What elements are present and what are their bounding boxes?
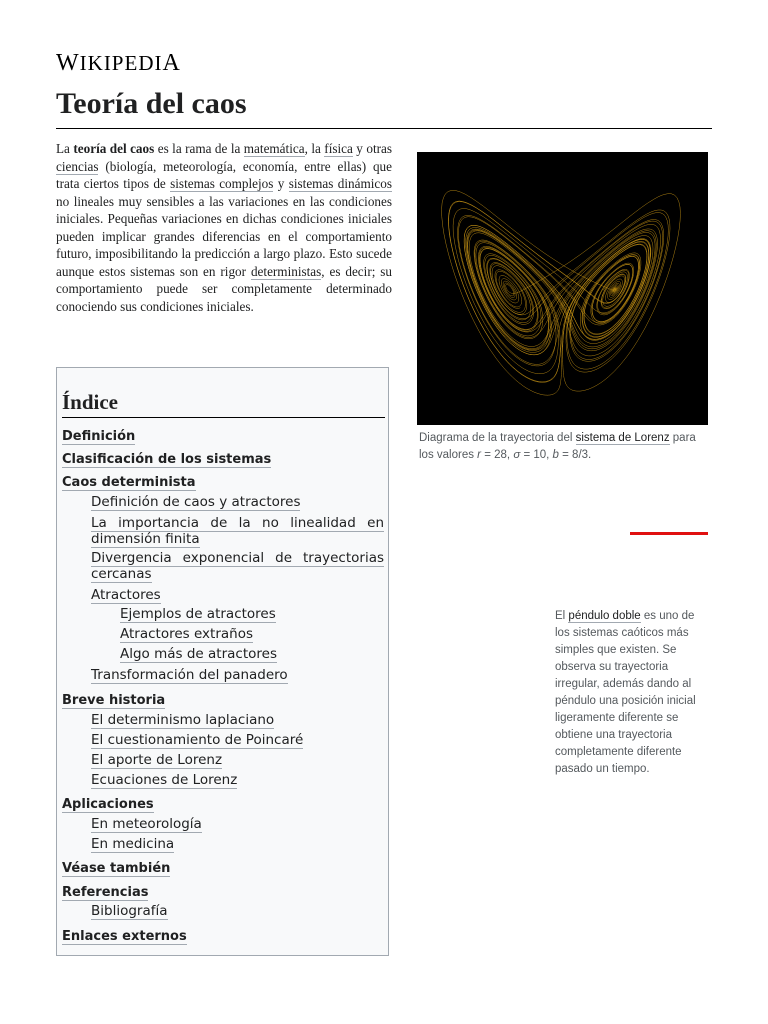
toc-item[interactable] [91, 667, 384, 683]
toc-item[interactable] [91, 494, 384, 510]
toc-link[interactable]: Breve historia [62, 693, 166, 708]
caption-text: es uno de los sistemas caóticos más simples que existen. Se observa su trayectoria irregular, además dando al péndulo una posición inicial ligeramente diferente se obtiene una trayectoria completamente diferente pasado un tiempo. [555, 610, 696, 775]
toc-link[interactable]: Referencias [62, 885, 149, 900]
toc-item[interactable] [91, 836, 384, 852]
toc-link[interactable]: Algo más de atractores [120, 646, 277, 662]
toc-link[interactable]: El aporte de Lorenz [91, 752, 223, 768]
lorenz-attractor-image[interactable] [417, 152, 708, 425]
double-pendulum-trace [630, 532, 708, 535]
toc-link[interactable]: Véase también [62, 861, 171, 876]
intro-text: no lineales muy sensibles a las variaciones en las condiciones iniciales. Pequeñas variaciones en dichas condiciones iniciales pueden implicar grandes diferencias en el comportamiento futuro, imposibilitando la predicción a largo plazo. Esto sucede aunque estos sistemas son en rigor [56, 193, 392, 279]
intro-text: , la [304, 141, 325, 156]
toc-item[interactable] [91, 712, 384, 728]
toc-item[interactable] [62, 452, 271, 468]
toc-link[interactable]: Definición de caos y atractores [91, 494, 301, 510]
toc-item[interactable] [62, 929, 187, 945]
toc-item[interactable] [62, 429, 135, 445]
toc-link[interactable]: En meteorología [91, 816, 202, 832]
toc-link[interactable]: La importancia de la no linealidad en dimensión finita [91, 515, 384, 547]
toc-link[interactable]: Atractores [91, 587, 161, 603]
intro-bold-term: teoría del caos [73, 141, 155, 156]
toc-link[interactable]: El cuestionamiento de Poincaré [91, 732, 304, 748]
toc-link[interactable]: En medicina [91, 836, 175, 852]
toc-item[interactable] [91, 772, 384, 788]
toc-item[interactable] [91, 515, 384, 547]
toc-item[interactable] [91, 587, 384, 603]
toc-link[interactable]: Definición [62, 429, 136, 444]
link-ciencias[interactable]: ciencias [56, 158, 99, 174]
link-sistemas-dinamicos[interactable]: sistemas dinámicos [288, 176, 392, 191]
var-b: b [552, 449, 559, 461]
toc-item[interactable] [91, 752, 384, 768]
toc-link[interactable]: Caos determinista [62, 475, 196, 490]
toc-link[interactable]: Enlaces externos [62, 929, 187, 944]
intro-text: es la rama de la [154, 141, 244, 156]
toc-link[interactable]: Aplicaciones [62, 797, 154, 812]
toc-link[interactable]: Clasificación de los sistemas [62, 452, 272, 467]
lorenz-attractor-plot [417, 152, 708, 425]
link-fisica[interactable]: física [324, 141, 353, 156]
page-title: Teoría del caos [56, 84, 712, 129]
attractor-trajectory [442, 190, 681, 395]
var-sigma: σ [513, 449, 521, 461]
toc-item[interactable] [62, 861, 170, 877]
toc-item[interactable] [120, 606, 276, 622]
toc-item[interactable] [91, 903, 384, 919]
link-matematica[interactable]: matemática [243, 141, 305, 156]
toc-link[interactable]: Divergencia exponencial de trayectorias cercanas [91, 550, 384, 582]
table-of-contents [56, 367, 389, 956]
link-deterministas[interactable]: deterministas [250, 263, 322, 279]
toc-item[interactable] [120, 646, 277, 662]
link-pendulo-doble[interactable]: péndulo doble [568, 610, 641, 622]
toc-link[interactable]: Ecuaciones de Lorenz [91, 772, 238, 788]
toc-item[interactable] [120, 626, 253, 642]
double-pendulum-caption [555, 608, 707, 778]
toc-link[interactable]: Transformación del panadero [91, 667, 288, 683]
intro-paragraph [56, 140, 392, 315]
toc-item[interactable] [62, 475, 196, 491]
caption-text: = 8/3. [558, 449, 592, 461]
intro-text: y otras [352, 141, 392, 156]
toc-title: Índice [62, 390, 385, 418]
toc-link[interactable]: Atractores extraños [120, 626, 253, 642]
intro-text: y [273, 176, 289, 191]
toc-item[interactable] [91, 550, 384, 582]
caption-text: = 28, [481, 449, 514, 461]
intro-text: (biología, meteorología, economía, entre ellas) que trata ciertos tipos de [56, 158, 392, 191]
caption-text: El [555, 610, 569, 622]
toc-item[interactable] [91, 732, 384, 748]
toc-item[interactable] [62, 693, 165, 709]
toc-item[interactable] [91, 816, 384, 832]
caption-text: para los valores [419, 432, 696, 461]
logo-letters-middle: IKIPEDI [79, 51, 163, 75]
wikipedia-logo[interactable] [56, 50, 181, 77]
caption-text: = 10, [520, 449, 553, 461]
intro-text: La [56, 141, 74, 156]
logo-letter-last: A [162, 50, 181, 76]
link-sistemas-complejos[interactable]: sistemas complejos [170, 176, 274, 191]
caption-text: Diagrama de la trayectoria del [419, 432, 576, 444]
toc-item[interactable] [62, 885, 148, 901]
lorenz-caption [419, 430, 711, 464]
toc-link[interactable]: Bibliografía [91, 903, 168, 919]
toc-link[interactable]: Ejemplos de atractores [120, 606, 276, 622]
link-sistema-de-lorenz[interactable]: sistema de Lorenz [575, 432, 670, 444]
toc-link[interactable]: El determinismo laplaciano [91, 712, 275, 728]
intro-text: , es decir; su comportamiento puede ser completamente determinado conociendo sus condiciones iniciales. [56, 263, 393, 314]
logo-letter-first: W [56, 50, 80, 76]
toc-item[interactable] [62, 797, 154, 813]
var-r: r [477, 449, 482, 461]
